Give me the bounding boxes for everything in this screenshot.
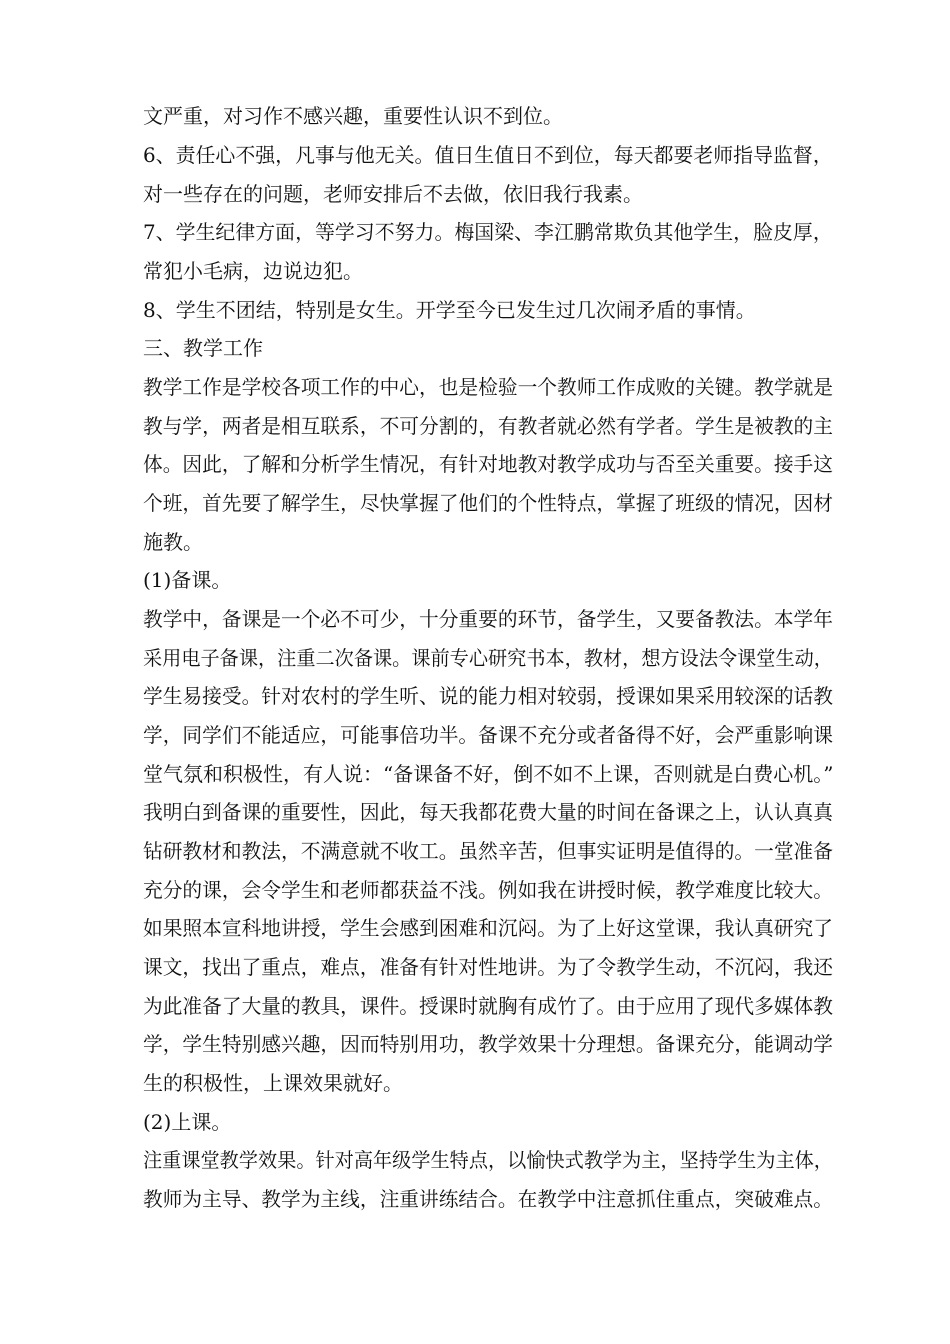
text-line: 如果照本宣科地讲授，学生会感到困难和沉闷。为了上好这堂课，我认真研究了	[143, 916, 833, 940]
subsection-heading: (2)上课。	[143, 1110, 232, 1134]
text-line: 充分的课，会令学生和老师都获益不浅。例如我在讲授时候，教学难度比较大。	[143, 878, 833, 902]
text-line: 钻研教材和教法，不满意就不收工。虽然辛苦，但事实证明是值得的。一堂准备	[143, 839, 833, 863]
text-line: 6、责任心不强，凡事与他无关。值日生值日不到位，每天都要老师指导监督，	[143, 143, 833, 167]
text-line: 教学中，备课是一个必不可少，十分重要的环节，备学生，又要备教法。本学年	[143, 607, 833, 631]
text-line: 文严重，对习作不感兴趣，重要性认识不到位。	[143, 104, 563, 128]
text-line: 教师为主导、教学为主线，注重讲练结合。在教学中注意抓住重点，突破难点。	[143, 1187, 833, 1211]
text-line: 教与学，两者是相互联系，不可分割的，有教者就必然有学者。学生是被教的主	[143, 414, 833, 438]
text-line: 体。因此，了解和分析学生情况，有针对地教对教学成功与否至关重要。接手这	[143, 452, 833, 476]
text-line: 对一些存在的问题，老师安排后不去做，依旧我行我素。	[143, 182, 643, 206]
text-line: 堂气氛和积极性，有人说：“备课备不好，倒不如不上课，否则就是白费心机。”	[143, 762, 834, 786]
text-line: 8、学生不团结，特别是女生。开学至今已发生过几次闹矛盾的事情。	[143, 298, 756, 322]
text-line: 采用电子备课，注重二次备课。课前专心研究书本，教材，想方设法令课堂生动，	[143, 646, 833, 670]
text-line: 学生易接受。针对农村的学生听、说的能力相对较弱，授课如果采用较深的话教	[143, 684, 833, 708]
text-line: 我明白到备课的重要性，因此，每天我都花费大量的时间在备课之上，认认真真	[143, 800, 833, 824]
section-heading: 三、教学工作	[143, 336, 263, 360]
text-line: 教学工作是学校各项工作的中心，也是检验一个教师工作成败的关键。教学就是	[143, 375, 833, 399]
text-line: 学，同学们不能适应，可能事倍功半。备课不充分或者备得不好，会严重影响课	[143, 723, 833, 747]
text-line: 学，学生特别感兴趣，因而特别用功，教学效果十分理想。备课充分，能调动学	[143, 1032, 833, 1056]
text-line: 生的积极性，上课效果就好。	[143, 1071, 403, 1095]
text-line: 课文，找出了重点，难点，准备有针对性地讲。为了令教学生动，不沉闷，我还	[143, 955, 833, 979]
text-line: 施教。	[143, 530, 203, 554]
text-line: 个班，首先要了解学生，尽快掌握了他们的个性特点，掌握了班级的情况，因材	[143, 491, 833, 515]
text-line: 注重课堂教学效果。针对高年级学生特点，以愉快式教学为主，坚持学生为主体，	[143, 1148, 833, 1172]
text-line: 常犯小毛病，边说边犯。	[143, 259, 363, 283]
subsection-heading: (1)备课。	[143, 568, 232, 592]
text-line: 为此准备了大量的教具，课件。授课时就胸有成竹了。由于应用了现代多媒体教	[143, 994, 833, 1018]
text-line: 7、学生纪律方面，等学习不努力。梅国梁、李江鹏常欺负其他学生，脸皮厚，	[143, 220, 833, 244]
